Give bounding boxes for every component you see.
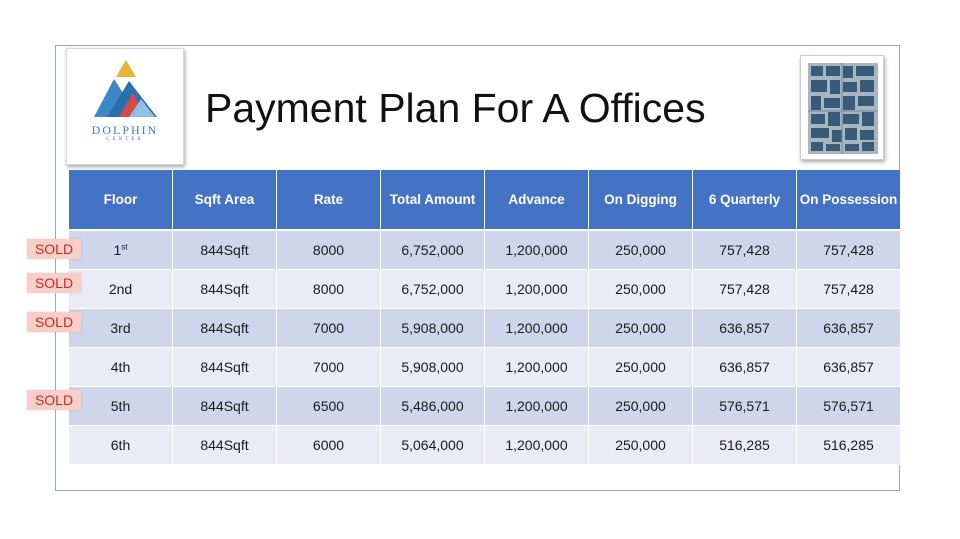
digging-cell: 250,000 (589, 231, 692, 270)
possession-cell: 636,857 (797, 309, 900, 348)
possession-cell: 757,428 (797, 270, 900, 309)
total-cell: 6,752,000 (381, 231, 484, 270)
quarterly-cell: 636,857 (693, 309, 796, 348)
rate-cell: 6000 (277, 426, 380, 465)
quarterly-cell: 757,428 (693, 270, 796, 309)
table-row (69, 387, 900, 426)
advance-cell: 1,200,000 (485, 270, 588, 309)
table-row (69, 270, 900, 309)
page-title: Payment Plan For A Offices (205, 85, 706, 131)
rate-cell: 6500 (277, 387, 380, 426)
digging-cell: 250,000 (589, 387, 692, 426)
header-advance: Advance (485, 170, 588, 231)
floor-cell: 6th (69, 426, 172, 465)
possession-cell: 757,428 (797, 231, 900, 270)
header-sqft-area: Sqft Area (173, 170, 276, 231)
building-photo (800, 55, 884, 160)
rate-cell: 8000 (277, 270, 380, 309)
quarterly-cell: 757,428 (693, 231, 796, 270)
digging-cell: 250,000 (589, 309, 692, 348)
floor-suffix: st (121, 242, 128, 252)
table-header-row (69, 170, 900, 231)
sold-badge: SOLD (27, 239, 81, 259)
sold-badge: SOLD (27, 312, 81, 332)
quarterly-cell: 576,571 (693, 387, 796, 426)
mountain-logo-icon (89, 57, 163, 123)
total-cell: 5,908,000 (381, 348, 484, 387)
advance-cell: 1,200,000 (485, 426, 588, 465)
advance-cell: 1,200,000 (485, 309, 588, 348)
rate-cell: 7000 (277, 348, 380, 387)
total-cell: 5,908,000 (381, 309, 484, 348)
table-row (69, 309, 900, 348)
area-cell: 844Sqft (173, 309, 276, 348)
floor-cell: 4th (69, 348, 172, 387)
advance-cell: 1,200,000 (485, 231, 588, 270)
floor-cell: 3rd (69, 309, 172, 348)
table-row (69, 426, 900, 465)
total-cell: 5,486,000 (381, 387, 484, 426)
header-on-possession: On Possession (797, 170, 900, 231)
floor-cell: 2nd (69, 270, 172, 309)
rate-cell: 8000 (277, 231, 380, 270)
header-total-amount: Total Amount (381, 170, 484, 231)
possession-cell: 516,285 (797, 426, 900, 465)
possession-cell: 636,857 (797, 348, 900, 387)
area-cell: 844Sqft (173, 231, 276, 270)
total-cell: 5,064,000 (381, 426, 484, 465)
logo-tagline: CENTER (106, 137, 144, 142)
company-logo (66, 48, 184, 165)
floor-cell: 5th (69, 387, 172, 426)
payment-plan-table (68, 170, 901, 465)
sold-badge: SOLD (27, 390, 81, 410)
header-6-quarterly: 6 Quarterly (693, 170, 796, 231)
header-rate: Rate (277, 170, 380, 231)
office-building-icon (808, 63, 878, 154)
advance-cell: 1,200,000 (485, 348, 588, 387)
area-cell: 844Sqft (173, 426, 276, 465)
digging-cell: 250,000 (589, 270, 692, 309)
digging-cell: 250,000 (589, 426, 692, 465)
advance-cell: 1,200,000 (485, 387, 588, 426)
quarterly-cell: 636,857 (693, 348, 796, 387)
digging-cell: 250,000 (589, 348, 692, 387)
area-cell: 844Sqft (173, 270, 276, 309)
area-cell: 844Sqft (173, 387, 276, 426)
floor-number: 1 (113, 242, 122, 258)
table-row (69, 348, 900, 387)
possession-cell: 576,571 (797, 387, 900, 426)
sold-badge: SOLD (27, 273, 81, 293)
table-row (69, 231, 900, 270)
header-floor: Floor (69, 170, 172, 231)
floor-cell (69, 231, 172, 270)
rate-cell: 7000 (277, 309, 380, 348)
header-on-digging: On Digging (589, 170, 692, 231)
area-cell: 844Sqft (173, 348, 276, 387)
logo-name: DOLPHIN (91, 123, 159, 137)
total-cell: 6,752,000 (381, 270, 484, 309)
quarterly-cell: 516,285 (693, 426, 796, 465)
